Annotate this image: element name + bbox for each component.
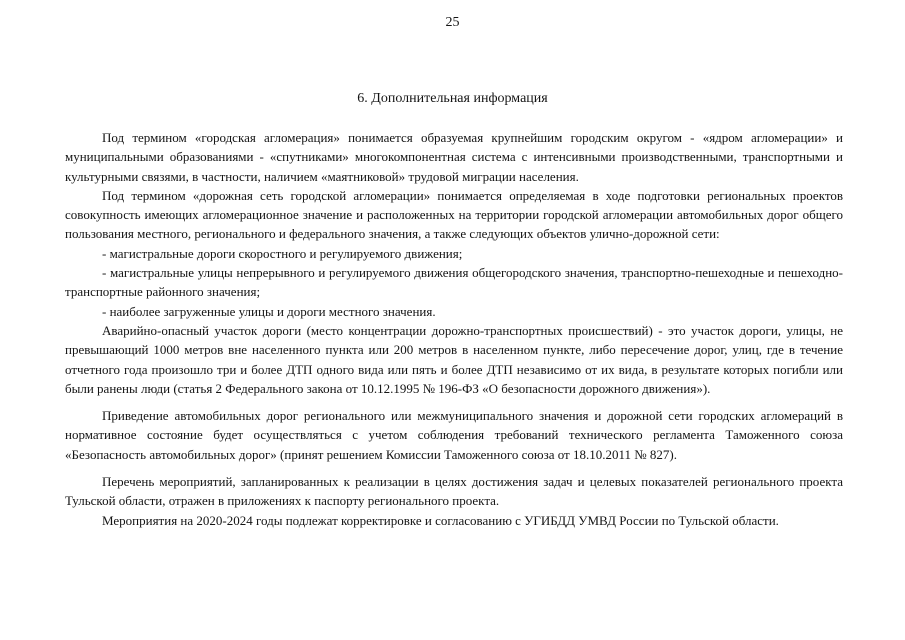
paragraph-dangerous-section: Аварийно-опасный участок дороги (место концентрации дорожно-транспортных происшествий) - это участок дороги, улицы, не превышающий 1000 метров вне населенного пункта или 200 метров в населенном пункте, либо пересечение дорог, улиц, где в течение отчетного года произошло три и более ДТП одного вида или пять и более ДТП независимо от их вида, в результате которых погибли или были ранены люди (статья 2 Федерального закона от 10.12.1995 № 196-ФЗ «О безопасности дорожного движения»).	[65, 322, 843, 396]
paragraph-measures-2020-2024: Мероприятия на 2020-2024 годы подлежат корректировке и согласованию с УГИБДД УМВД России по Тульской области.	[102, 512, 779, 528]
document-body	[65, 128, 843, 530]
list-item-loaded-streets: - наиболее загруженные улицы и дороги местного значения.	[102, 303, 436, 319]
paragraph-measures-list: Перечень мероприятий, запланированных к реализации в целях достижения задач и целевых показателей регионального проекта Тульской области, отражен в приложениях к паспорту регионального проекта.	[65, 474, 843, 509]
paragraph-agglomeration-definition: Под термином «городская агломерация» понимается образуемая крупнейшим городским округом - «ядром агломерации» и муниципальными образованиями - «спутниками» многокомпонентная система с интенсивными производственными, транспортными и культурными связями, в частности, наличием «маятниковой» трудовой миграции населения.	[65, 130, 843, 184]
paragraph-road-network-definition: Под термином «дорожная сеть городской агломерации» понимается определяемая в ходе подготовки региональных проектов совокупность имеющих агломерационное значение и расположенных на территории городской агломерации автомобильных дорог общего пользования местного, регионального и федерального значения, а также следующих объектов улично-дорожной сети:	[65, 187, 843, 242]
page-number: 25	[445, 15, 460, 30]
section-heading: 6. Дополнительная информация	[357, 91, 548, 106]
paragraph-normative-state: Приведение автомобильных дорог регионального или межмуниципального значения и дорожной сети городских агломераций в нормативное состояние будет осуществляться с учетом соблюдения требований технического регламента Таможенного союза «Безопасность автомобильных дорог» (принят решением Комиссии Таможенного союза от 18.10.2011 № 827).	[65, 408, 843, 462]
list-item-main-streets: - магистральные улицы непрерывного и регулируемого движения общегородского значения, транспортно-пешеходные и пешеходно-транспортные районного значения;	[65, 265, 843, 300]
list-item-highways: - магистральные дороги скоростного и регулируемого движения;	[102, 245, 463, 261]
